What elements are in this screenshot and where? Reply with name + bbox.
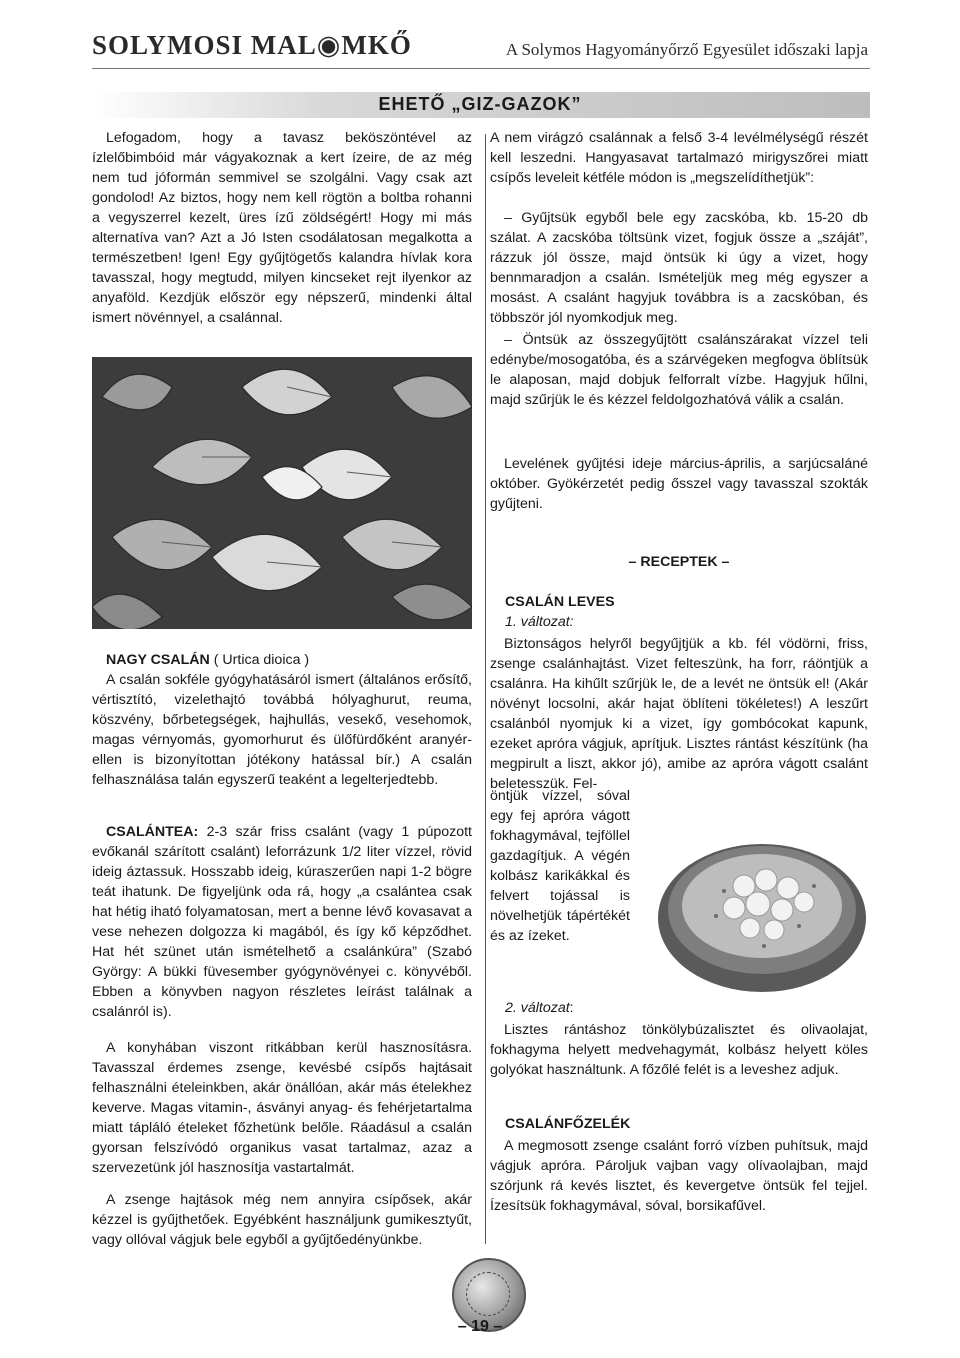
coin-emblem-ring [466, 1272, 510, 1316]
nagy-csalan-latin: ( Urtica dioica ) [209, 652, 310, 668]
variant-2-colon: : [569, 1000, 574, 1016]
nagy-csalan-paragraph [92, 650, 472, 670]
csalantea-title: CSALÁNTEA: [106, 824, 199, 840]
section-title: EHETŐ „GIZ-GAZOK” [378, 94, 582, 114]
method-1-paragraph: – Gyűjtsük egyből bele egy zacskóba, kb. 15-20 db szálat. A zacskóba töltsünk vizet, fogjuk össze a „száját”, rázzuk jól össze, majd öntsük ki úgy a vizet, hogy bennmaradjon a csalán. Ismételjük meg még egyszer a mosást. A csalánt hagyjuk továbbra is a zacskóban, és többször jól nyomkodjuk meg. [490, 210, 868, 326]
variant-2-label [505, 1000, 574, 1016]
soup-bowl-image [654, 806, 870, 1002]
soup-photo [654, 806, 870, 1002]
csalantea-body: 2-3 szár friss csalánt (vagy 1 púpozott evőkanál szárított csalánt) leforrázunk 1/2 liter vízzel, rövid ideig áztassuk. Hosszabb ideig, kúraszerűen napi 1-2 bögre teát ihatunk. De figyeljünk oda rá, hogy „a csalántea csak hat hétig iható folyamatosan, mert a benne lévő kovasavat a vese nehezen dolgozza ki magából, és így kő képződhet. Hat hét szünet után ismételhető a csalánkúra” (Szabó György: A bükki füvesember gyógynövényei c. könyvéből. Ebben a könyvben nagyon részletes leírást találnak a csalánról is). [92, 824, 472, 1020]
variant-2-text: 2. változat [505, 1000, 570, 1016]
kitchen-paragraph-2: A zsenge hajtások még nem annyira csípősek, akár kézzel is gyűjthetőek. Egyébként használjunk gumikesztyűt, vagy ollóval vágjuk bele egyből a gyűjtőedényünkbe. [92, 1192, 472, 1248]
method-2-paragraph: – Öntsük az összegyűjtött csalánszárakat vízzel teli edénybe/mosogatóba, és a szárvégeken megfogva öblítsük le alaposan, majd dobjuk felforralt vízbe. Hagyjuk hűlni, majd szűrjük le és kézzel feldolgozhatóvá válik a csalán. [490, 332, 868, 408]
harvest-time-paragraph: Levelének gyűjtési ideje március-április, a sarjúcsaláné október. Gyökérzetét pedig ősszel vagy tavasszal szokták gyűjteni. [490, 456, 868, 512]
leves-body-a: Biztonságos helyről begyűjtjük a kb. fél vödörni, friss, zsenge csalánhajtást. Vizet felteszünk, ha forr, ráöntjük a csalánra. Ha kihűlt szűrjük le, de a levét ne öntsük el! (Akár növényt locsolni, akár hajat öblíteni tökéletes!) A leszűrt csalánból nyomjuk ki a vizet, így gombócokat kapunk, ezeket apróra vágjuk, aprítjuk. Lisztes rántást készítünk (ha megpirult a liszt, akkor jó), amibe az apróra vágott csalánt beletesszük. Fel- [490, 636, 868, 792]
tagline: A Solymos Hagyományőrző Egyesület időszaki lapja [505, 40, 868, 59]
page-number: – 19 – [457, 1318, 503, 1335]
column-divider [485, 134, 486, 1244]
leves-title: CSALÁN LEVES [505, 594, 615, 610]
csalantea-paragraph [92, 822, 472, 1022]
masthead: SOLYMOSI MAL◉MKŐ [92, 30, 412, 60]
variant-2-body: Lisztes rántáshoz tönkölybúzalisztet és olivaolajat, fokhagyma helyett medvehagymát, kolbász helyett köles golyókat használtunk. A főzőlé felét is a leveshez adjuk. [490, 1022, 868, 1078]
variant-1-label: 1. változat: [505, 614, 574, 630]
intro-paragraph: Lefogadom, hogy a tavasz beköszöntével az ízlelőbimbóid már vágyakoznak a kert ízeire, de az még nem tud jóformán semmivel se szolgálni. Vagy csak azt gondolod! Az biztos, hogy nem kell rögtön a boltba rohanni a vegyszerrel kezelt, üres ízű zöldségért! Hogy mi más alternatíva van? Azt a Jó Isten csodálatosan megalkotta a természetben! Igen! Egy gyűjtögetős kalandra hívlak kora tavasszal, hogy megtudd, milyen kincseket rejt ilyenkor az anyaföld. Kezdjük először egy népszerű, mindenki által ismert növénnyel, a csalánnal. [92, 130, 472, 326]
fozelek-body: A megmosott zsenge csalánt forró vízben puhítsuk, majd vágjuk apróra. Pároljuk vajban vagy olívaolajban, majd szórjunk rá kevés lisztet, és kevergetve öntsük fel tejjel. Ízesítsük fokhagymával, sóval, borsikafűvel. [490, 1138, 868, 1214]
nagy-csalan-title: NAGY CSALÁN [106, 652, 210, 668]
nagy-csalan-body: A csalán sokféle gyógyhatásáról ismert (általános erősítő, vértisztító, vizelethajtó továbbá hólyaghurut, reuma, köszvény, bőrbetegségek, hajhullás, vesekő, vesehomok, magas vérnyomás, gyomorhurut és ülőfürdőként aranyér- ellen is bizonyítottan jótékony hatással bír.) A csalán felhasználása talán egyszerű teaként a legelterjedtebb. [92, 672, 472, 788]
fozelek-title: CSALÁNFŐZELÉK [505, 1116, 631, 1132]
kitchen-paragraph-1: A konyhában viszont ritkábban kerül hasznosításra. Tavasszal érdemes zsenge, kevésbé csípős hajtásait felhasználni ételeinkben, akár önállóan, akár más ételekhez keverve. Magas vitamin-, ásványi anyag- és fehérjetartalma miatt tápláló ételeket főzhetünk belőle. Ráadásul a csalán gyorsan felszívódó organikus vasat tartalmaz, azaz a szervezetünk jól hasznosítja vastartalmát. [92, 1040, 472, 1176]
gathering-paragraph: A nem virágzó csalánnak a felső 3-4 levélmélységű részét kell leszedni. Hangyasavat tartalmazó mirigyszőrei miatt csípős leveleit kétféle módon is „megszelídíthetjük”: [490, 130, 868, 186]
nettle-photo [92, 357, 472, 629]
nettle-leaves-image [92, 357, 472, 629]
recipes-title: – RECEPTEK – [628, 554, 730, 570]
leves-body-b: öntjük vízzel, sóval egy fej apróra vágott fokhagymával, tejföllel gazdagítjuk. A végén kolbász karikákkal és felvert tojással is növelhetjük tápértékét és az ízeket. [490, 788, 630, 944]
header-rule [92, 68, 870, 69]
